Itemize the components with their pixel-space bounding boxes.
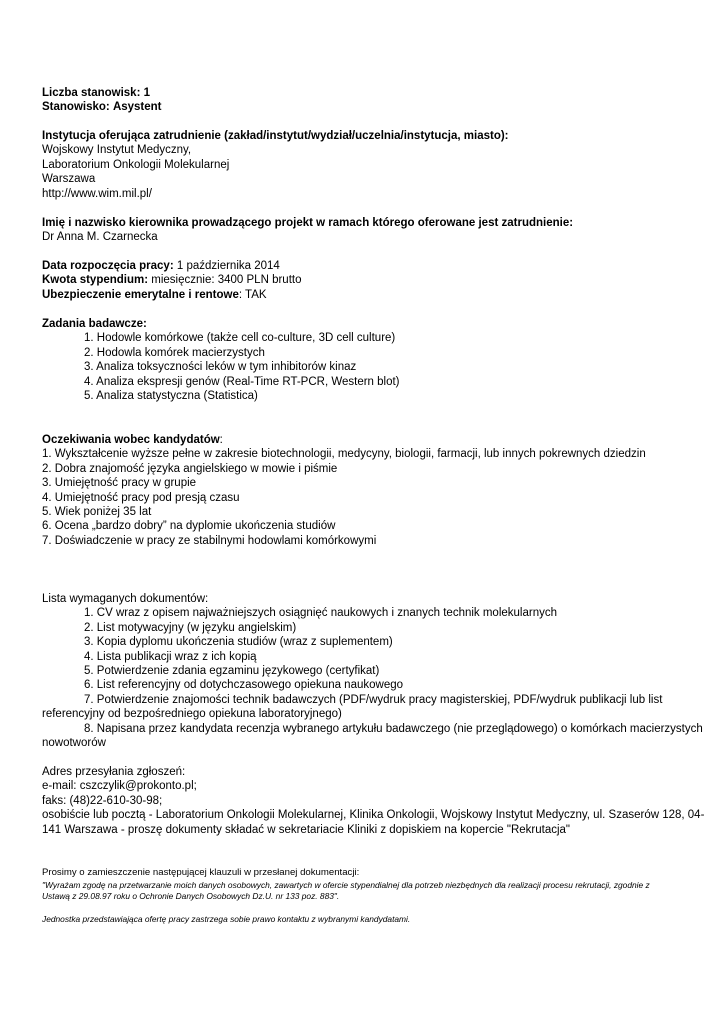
- consent-clause-line: "Wyrażam zgodę na przetwarzanie moich danych osobowych, zawartych w ofercie stypendialnej dla potrzeb niezbędnych dla realizacji procesu rekrutacji, zgodnie z: [42, 880, 650, 890]
- institution-heading: Instytucja oferująca zatrudnienie (zakład/instytut/wydział/uczelnia/instytucja, miasto):: [42, 130, 509, 142]
- list-item: 6. List referencyjny od dotychczasowego opiekuna naukowego: [84, 679, 404, 692]
- list-item: 3. Umiejętność pracy w grupie: [42, 477, 197, 490]
- tasks-heading: Zadania badawcze:: [42, 318, 147, 330]
- list-item: 2. List motywacyjny (w języku angielskim): [84, 621, 297, 634]
- documents-section: [42, 592, 703, 750]
- clause-request-text: Prosimy o zamieszczenie następującej klauzuli w przesłanej dokumentacji:: [42, 867, 360, 878]
- postal-address-continuation: 141 Warszawa - proszę dokumenty składać w sekretariacie Kliniki z dopiskiem na kopercie "Rekrutacja": [42, 823, 571, 836]
- institution-section: [42, 129, 674, 201]
- clause-request: [42, 867, 674, 879]
- institution-line: Warszawa: [42, 173, 96, 186]
- contact-email: e-mail: cszczylik@prokonto.pl;: [42, 780, 197, 793]
- address-section: [42, 765, 705, 837]
- address-heading: Adres przesyłania zgłoszeń:: [42, 766, 186, 778]
- list-item: 4. Umiejętność pracy pod presją czasu: [42, 491, 240, 504]
- header-section: [42, 86, 674, 115]
- reservation-note: [42, 914, 674, 925]
- expectations-section: [42, 433, 674, 548]
- list-item: 4. Lista publikacji wraz z ich kopią: [84, 650, 257, 663]
- list-item: 7. Potwierdzenie znajomości technik badawczych (PDF/wydruk pracy magisterskiej, PDF/wydruk publikacji lub list: [84, 693, 663, 706]
- insurance: Ubezpieczenie emerytalne i rentowe: TAK: [42, 288, 267, 301]
- reservation-note-text: Jednostka przedstawiająca ofertę pracy zastrzega sobie prawo kontaktu z wybranymi kandydatami.: [42, 914, 411, 924]
- list-item: 2. Dobra znajomość języka angielskiego w mowie i piśmie: [42, 462, 338, 475]
- consent-clause-line: Ustawą z 29.08.97 roku o Ochronie Danych Osobowych Dz.U. nr 133 poz. 883".: [42, 891, 340, 901]
- institution-line: Laboratorium Onkologii Molekularnej: [42, 158, 230, 171]
- tasks-section: [42, 317, 674, 403]
- list-item: 2. Hodowla komórek macierzystych: [84, 346, 265, 359]
- institution-line: Wojskowy Instytut Medyczny,: [42, 144, 192, 157]
- list-item-continuation: referencyjny od bezpośredniego opiekuna laboratoryjnego): [42, 708, 342, 721]
- list-item-continuation: nowotworów: [42, 737, 106, 750]
- documents-heading: Lista wymaganych dokumentów:: [42, 593, 209, 605]
- list-item: 5. Analiza statystyczna (Statistica): [84, 390, 258, 403]
- list-item: 1. Hodowle komórkowe (także cell co-culture, 3D cell culture): [84, 332, 396, 345]
- stipend-amount: Kwota stypendium: miesięcznie: 3400 PLN brutto: [42, 274, 302, 287]
- list-item: 5. Wiek poniżej 35 lat: [42, 506, 152, 519]
- list-item: 3. Kopia dyplomu ukończenia studiów (wraz z suplementem): [84, 636, 393, 649]
- manager-section: [42, 216, 674, 245]
- position-title: Stanowisko: Asystent: [42, 101, 162, 114]
- consent-clause: [42, 880, 674, 902]
- contact-fax: faks: (48)22-610-30-98;: [42, 794, 163, 807]
- list-item: 3. Analiza toksyczności leków w tym inhibitorów kinaz: [84, 361, 357, 374]
- list-item: 7. Doświadczenie w pracy ze stabilnymi hodowlami komórkowymi: [42, 534, 377, 547]
- positions-count: Liczba stanowisk: 1: [42, 87, 151, 99]
- list-item: 1. CV wraz z opisem najważniejszych osiągnięć naukowych i znanych technik molekularnych: [84, 607, 557, 620]
- terms-section: [42, 259, 674, 302]
- start-date: Data rozpoczęcia pracy: 1 października 2014: [42, 260, 280, 272]
- list-item: 4. Analiza ekspresji genów (Real-Time RT-PCR, Western blot): [84, 375, 400, 388]
- list-item: 5. Potwierdzenie zdania egzaminu językowego (certyfikat): [84, 665, 380, 678]
- list-item: 8. Napisana przez kandydata recenzja wybranego artykułu badawczego (nie przeglądowego) o komórkach macierzystych: [84, 722, 703, 735]
- manager-heading: Imię i nazwisko kierownika prowadzącego projekt w ramach którego oferowane jest zatrudnienie:: [42, 217, 574, 229]
- manager-name: Dr Anna M. Czarnecka: [42, 231, 158, 244]
- list-item: 1. Wykształcenie wyższe pełne w zakresie biotechnologii, medycyny, biologii, farmacji, lub innych pokrewnych dziedzin: [42, 448, 646, 461]
- postal-address: osobiście lub pocztą - Laboratorium Onkologii Molekularnej, Klinika Onkologii, Wojskowy Instytut Medyczny, ul. Szaserów 128, 04-: [42, 809, 705, 822]
- institution-url: http://www.wim.mil.pl/: [42, 187, 152, 200]
- expectations-heading: Oczekiwania wobec kandydatów:: [42, 434, 223, 446]
- list-item: 6. Ocena „bardzo dobry” na dyplomie ukończenia studiów: [42, 520, 336, 533]
